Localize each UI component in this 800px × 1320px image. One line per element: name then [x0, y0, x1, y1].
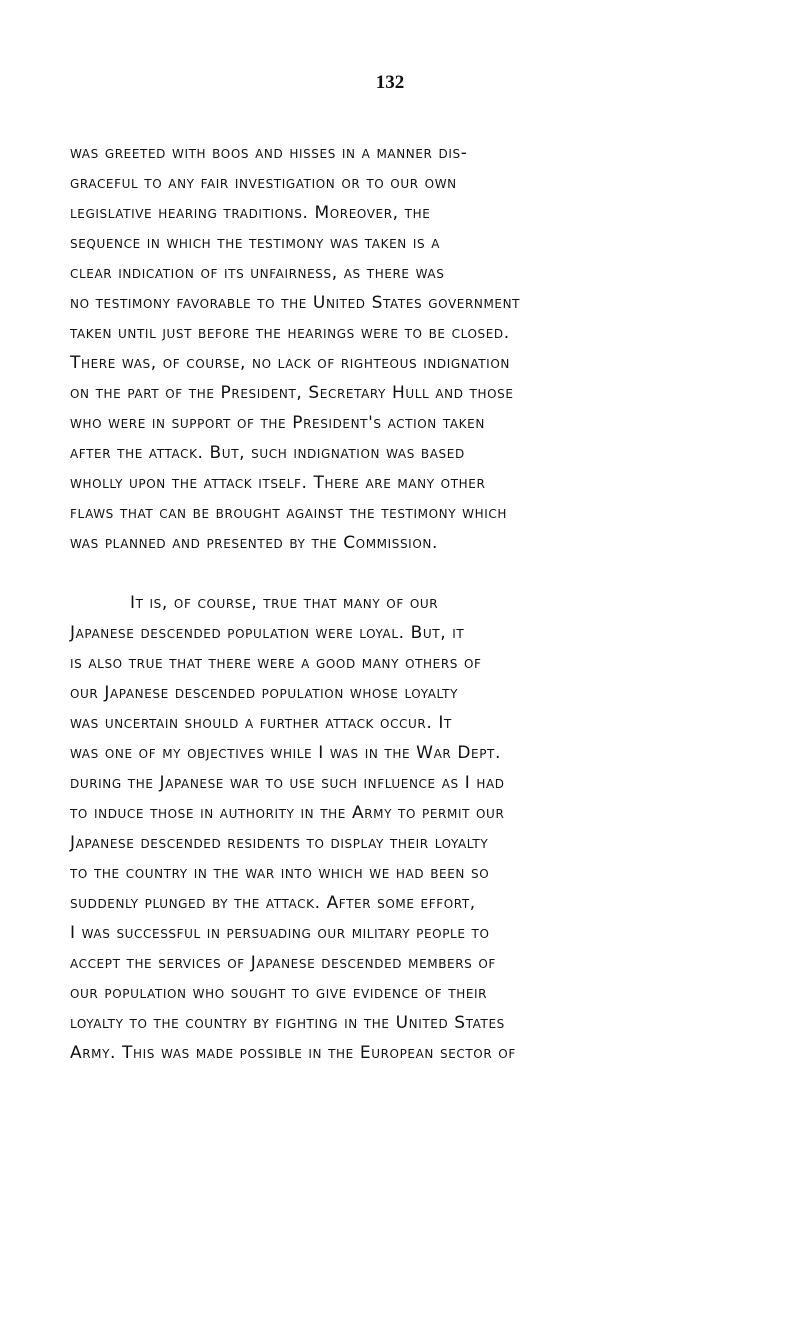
text-line: no testimony favorable to the United States government: [70, 293, 521, 313]
text-line: loyalty to the country by fighting in the United States: [70, 1013, 505, 1033]
text-line: It is, of course, true that many of our: [130, 593, 439, 613]
text-line: Japanese descended residents to display their loyalty: [70, 833, 489, 853]
paragraph-2: [70, 588, 750, 1068]
text-line: to induce those in authority in the Army to permit our: [70, 803, 505, 823]
text-line: after the attack. But, such indignation was based: [70, 443, 465, 463]
text-line: There was, of course, no lack of righteous indignation: [70, 353, 510, 373]
text-line: our Japanese descended population whose loyalty: [70, 683, 458, 703]
text-line: I was successful in persuading our military people to: [70, 923, 490, 943]
text-line: was uncertain should a further attack occur. It: [70, 713, 452, 733]
text-line: clear indication of its unfairness, as there was: [70, 263, 445, 283]
text-line: flaws that can be brought against the testimony which: [70, 503, 507, 523]
text-line: wholly upon the attack itself. There are many other: [70, 473, 486, 493]
text-line: taken until just before the hearings were to be closed.: [70, 323, 510, 343]
text-line: accept the services of Japanese descended members of: [70, 953, 496, 973]
text-line: to the country in the war into which we had been so: [70, 863, 490, 883]
text-line: legislative hearing traditions. Moreover, the: [70, 203, 431, 223]
text-line: Japanese descended population were loyal. But, it: [70, 623, 465, 643]
text-line: on the part of the President, Secretary Hull and those: [70, 383, 514, 403]
text-line: during the Japanese war to use such influence as I had: [70, 773, 505, 793]
text-line: suddenly plunged by the attack. After some effort,: [70, 893, 476, 913]
paragraph-1: [70, 138, 750, 558]
page-number: 132: [375, 72, 405, 93]
text-line: graceful to any fair investigation or to our own: [70, 173, 457, 193]
text-line: was greeted with boos and hisses in a manner dis-: [70, 143, 468, 163]
text-line: our population who sought to give evidence of their: [70, 983, 488, 1003]
text-line: was one of my objectives while I was in the War Dept.: [70, 743, 501, 763]
text-line: who were in support of the President's action taken: [70, 413, 485, 433]
text-line: Army. This was made possible in the European sector of: [70, 1043, 516, 1063]
text-line: was planned and presented by the Commission.: [70, 533, 438, 553]
text-line: sequence in which the testimony was taken is a: [70, 233, 440, 253]
text-line: is also true that there were a good many others of: [70, 653, 482, 673]
